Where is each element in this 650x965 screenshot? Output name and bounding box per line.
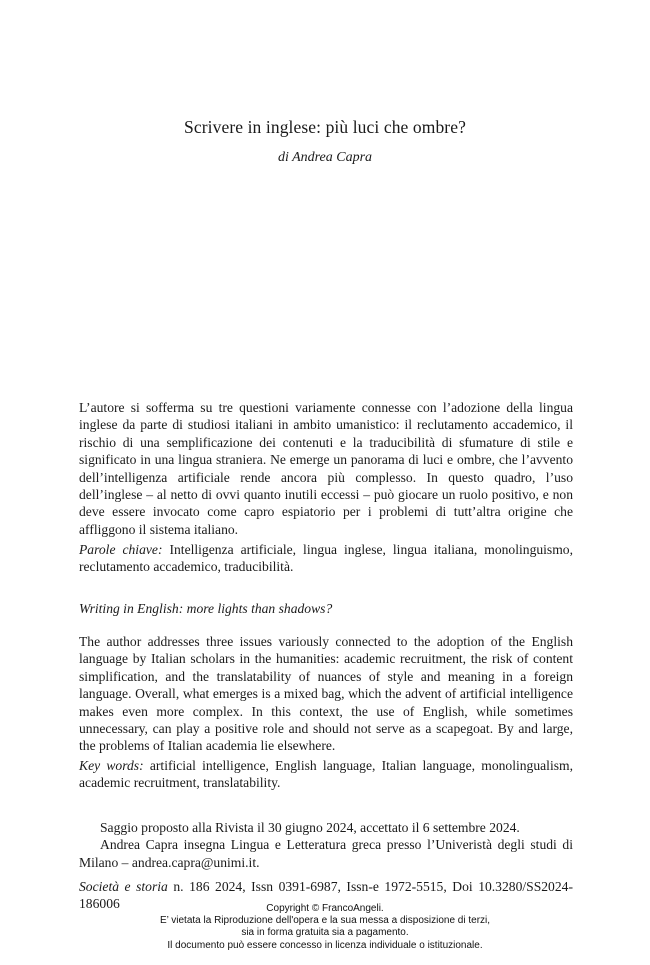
author-note	[79, 819, 573, 871]
copyright-notice	[0, 903, 650, 952]
abstract-english: The author addresses three issues variously connected to the adoption of the English language by Italian scholars in the humanities: academic recruitment, the risk of content simplification, and the translatability of nuances of style and meaning in a foreign language. Overall, what emerges is a mixed bag, which the advent of artificial intelligence makes even more complex. In this context, the use of English, while sometimes unnecessary, can play a positive role and should not serve as a scapegoat. By and large, the problems of Italian academia lie elsewhere.	[79, 634, 573, 754]
copyright-line-1: Copyright © FrancoAngeli.	[266, 903, 384, 914]
keywords-english	[79, 757, 573, 792]
affiliation-note: Andrea Capra insegna Lingua e Letteratura greca presso l’Univeristà degli studi di Milano – andrea.capra@unimi.it.	[79, 837, 573, 870]
citation-details: n. 186 2024, Issn 0391-6987, Issn-e 1972-5515, Doi 10.3280/SS2024-186006	[79, 879, 573, 912]
submission-note: Saggio proposto alla Rivista il 30 giugno 2024, accettato il 6 settembre 2024.	[100, 820, 520, 835]
article-author: di Andrea Capra	[277, 150, 373, 165]
copyright-line-4: Il documento può essere concesso in licenza individuale o istituzionale.	[167, 939, 483, 951]
keywords-italian	[79, 541, 573, 576]
english-title: Writing in English: more lights than shadows?	[79, 601, 333, 616]
abstract-italian: L’autore si sofferma su tre questioni variamente connesse con l’adozione della lingua inglese da parte di studiosi italiani in ambito umanistico: il reclutamento accademico, il rischio di una semplificazione dei contenuti e la traducibilità di sfumature di stile e significato in una lingua straniera. Ne emerge un panorama di luci e ombre, che l’avvento dell’intelligenza artificiale rende ancora più complesso. In questo quadro, l’uso dell’inglese – al netto di ovvi quanto inutili eccessi – può giocare un ruolo positivo, e non deve essere invocato come capro espiatorio per i problemi di tutt’altra origine che affliggono il sistema italiano.	[79, 400, 573, 537]
copyright-line-2: E’ vietata la Riproduzione dell'opera e la sua messa a disposizione di terzi,	[159, 915, 491, 927]
journal-name: Società e storia	[79, 879, 168, 894]
article-title: Scrivere in inglese: più luci che ombre?	[184, 117, 466, 137]
keywords-english-list: artificial intelligence, English language, Italian language, monolingualism, academic recruitment, translatability.	[79, 758, 573, 791]
keywords-italian-label: Parole chiave:	[79, 542, 163, 557]
copyright-line-3: sia in forma gratuita sia a pagamento.	[241, 927, 409, 939]
keywords-english-label: Key words:	[79, 758, 144, 773]
keywords-italian-list: Intelligenza artificiale, lingua inglese, lingua italiana, monolinguismo, reclutamento accademico, traducibilità.	[79, 542, 573, 575]
